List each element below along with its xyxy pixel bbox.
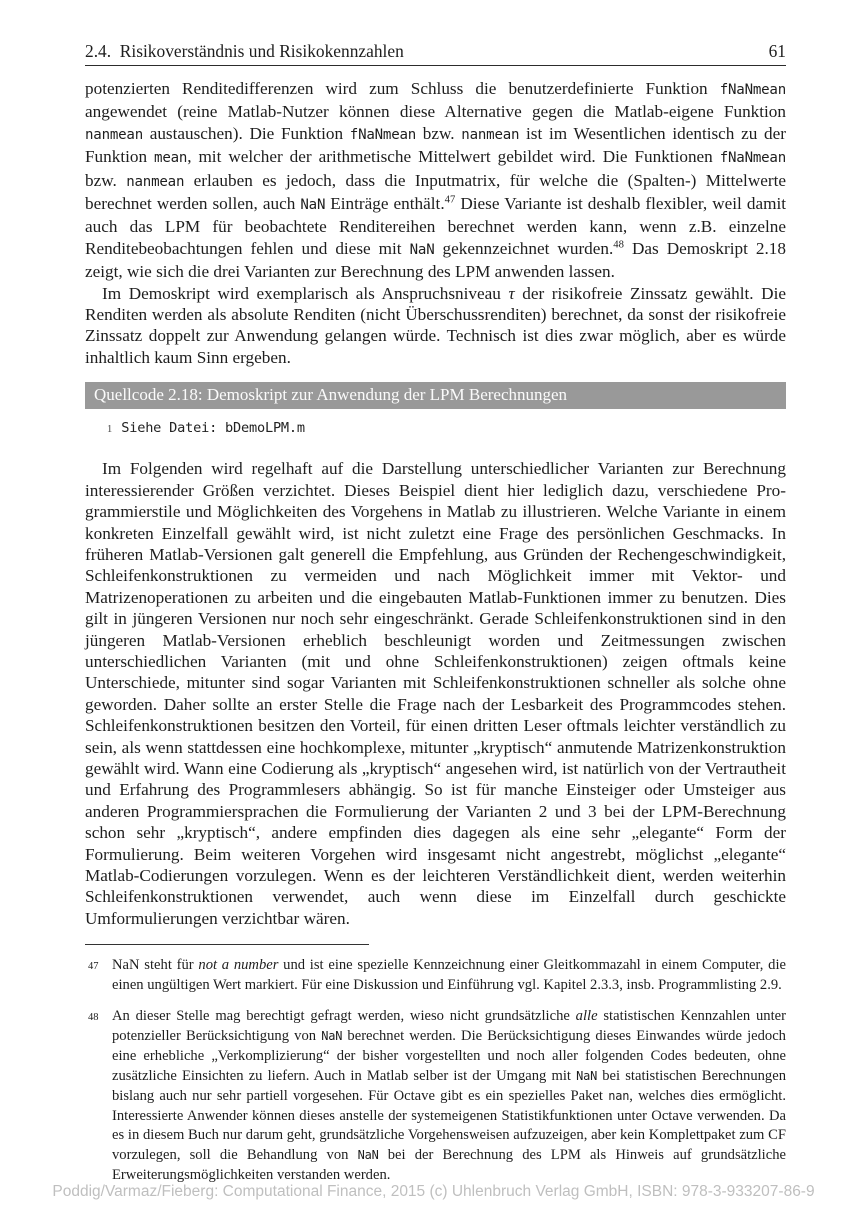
footnote-48-text: An dieser Stelle mag berechtigt gefragt werden, wieso nicht grundsätzliche alle statistischen Kennzahlen unter potenzieller Berücksichtigung von NaN berechnet werden. Die Berücksichtigung dieses Einwandes würde jedoch eine erhebliche „Verkomplizierung“ der bisher vorgestellten und noch aller folgenden Codes bedeuten, ohne zusätzliche Einsichten zu liefern. Auch in Matlab selber ist der Umgang mit NaN bei statistischen Berechnungen bislang auch nur sehr partiell vorgesehen. Für Octave gibt es ein spezielles Paket nan, welches dies ermöglicht. Interessierte Anwender können dieses anstelle der systemeigenen Statistikfunktionen unter Octave verwenden. Da es in diesem Buch nur darum geht, grundsätzliche Vorgehensweisen aufzuzeigen, aber kein Komplettpaket zum CF vorzulegen, soll die Behandlung von NaN bei der Berechnung des LPM als Hinweis auf grundsätzliche Erweiterungsmöglichkeiten verstanden werden.: [112, 1008, 786, 1184]
footnote-48-marker: 48: [88, 1012, 99, 1024]
footnote-48: [85, 1007, 786, 1186]
code-line-text: Siehe Datei: bDemoLPM.m: [121, 420, 305, 437]
code-line-number: 1: [107, 424, 113, 436]
footnote-reference: 48: [613, 239, 624, 251]
body-text: [85, 78, 786, 929]
running-head: [85, 40, 786, 66]
code-listing-body: [85, 409, 786, 436]
footnote-47: [85, 956, 786, 996]
paragraph-3: Im Folgenden wird regelhaft auf die Darstellung unterschiedlicher Varianten zur Berechnung interessierender Größen verzichtet. Dieses Beispiel dient hier lediglich dazu, verschiedene Programmierstile und Möglichkeiten des Vorgehens in Matlab zu illustrieren. Welche Variante in einem konkreten Einzelfall gewählt wird, ist nicht zuletzt eine Frage des persönlichen Geschmacks. In früheren Matlab-Versionen galt generell die Empfehlung, aus Gründen der Rechengeschwindigkeit, Schleifenkonstruktionen zu vermeiden und nach Möglichkeit immer mit Vektor- und Matrizenoperationen zu arbeiten und die eingebauten Matlab-Funktionen immer zu benutzen. Dies gilt in jüngeren Versionen nur noch sehr eingeschränkt. Gerade Schleifenkonstruktionen sind in den jüngeren Matlab-Versionen erheblich beschleunigt worden und Zeitmessungen zwischen unterschiedlichen Varianten (mit und ohne Schleifenkonstruktionen) zeigen oftmals keine Unterschiede, mitunter sind sogar Varianten mit Schleifenkonstruktionen schneller als solche ohne geworden. Daher sollte an erster Stelle die Frage nach der Lesbarkeit des Programmcodes stehen. Schleifenkonstruktionen besitzen den Vorteil, für einen dritten Leser oftmals leichter verständlich zu sein, als wenn stattdessen eine hochkomplexe, mitunter „kryptisch“ anmutende Matrizenkonstruktion gewählt wird. Wann eine Codierung als „kryptisch“ angesehen wird, ist natürlich von der Vertrautheit und Erfahrung des Programmlesers abhängig. So ist für manche Einsteiger oder Umsteiger aus anderen Programmiersprachen die Formulierung der Varianten 2 und 3 bei der LPM-Berechnung schon sehr „kryptisch“, andere empfinden dies dagegen als eine sehr „elegante“ Form der Formulierung. Beim weiteren Vorgehen wird insgesamt nicht angestrebt, möglichst „elegante“ Matlab-Codierungen vorzulegen. Wenn es der leichteren Verständlichkeit dient, werden weiterhin Schleifenkonstruktionen verwendet, auch wenn diese im Einzelfall durch geschickte Umformulierungen verzichtbar wären.: [85, 459, 786, 928]
section-heading: 2.4. Risikoverständnis und Risikokennzahlen: [85, 41, 404, 61]
footnote-47-text: NaN steht für not a number und ist eine spezielle Kennzeichnung einer Gleitkommazahl in einem Computer, die einen ungültigen Wert markiert. Für eine Diskussion und Einführung vgl. Kapitel 2.3.3, insb. Programmlisting 2.9.: [112, 957, 786, 994]
page-content: [85, 40, 786, 1186]
publisher-footer: Poddig/Varmaz/Fieberg: Computational Finance, 2015 (c) Uhlenbruch Verlag GmbH, ISBN: 978-3-933207-86-9: [52, 1183, 815, 1200]
footnote-reference: 47: [444, 194, 456, 206]
paragraph-1: potenzierten Renditedifferenzen wird zum Schluss die benutzerdefinierte Funktion fNaNmean angewendet (reine Matlab-Nutzer können diese Alternative gegen die Matlab-eigene Funktion nanmean austauschen). Die Funktion fNaNmean bzw. nanmean ist im Wesentlichen identisch zu der Funktion mean, mit welcher der arithmetische Mittelwert gebildet wird. Die Funktionen fNaNmean bzw. nanmean erlauben es jedoch, dass die Inputmatrix, für welche die (Spalten-) Mittelwerte berechnet werden sollen, auch NaN Einträge enthält.$^{47}$ Diese Variante ist deshalb flexibler, weil damit auch das LPM für beobachtete Renditereihen berechnet werden kann, wenn z.B. einzelne Renditebeobachtungen fehlen und diese mit NaN gekennzeichnet wurden.$^{48}$ Das Demoskript 2.18 zeigt, wie sich die drei Varianten zur Berechnung des LPM anwenden lassen.: [85, 79, 786, 282]
page-number: 61: [768, 41, 786, 61]
code-listing: [85, 382, 786, 436]
footnote-separator: [85, 944, 369, 945]
footnote-47-marker: 47: [88, 961, 99, 973]
paragraph-2: Im Demoskript wird exemplarisch als Anspruchsniveau τ der risikofreie Zinssatz gewählt. Die Renditen werden als absolute Renditen (nicht Überschussrenditen) berechnet, da sonst der risikofreie Zinssatz doppelt zur Anwendung gelangen würde. Technisch ist dies zwar möglich, aber es würde inhaltlich kaum Sinn ergeben.: [85, 283, 787, 367]
code-listing-caption: Quellcode 2.18: Demoskript zur Anwendung der LPM Berechnungen: [85, 382, 786, 409]
